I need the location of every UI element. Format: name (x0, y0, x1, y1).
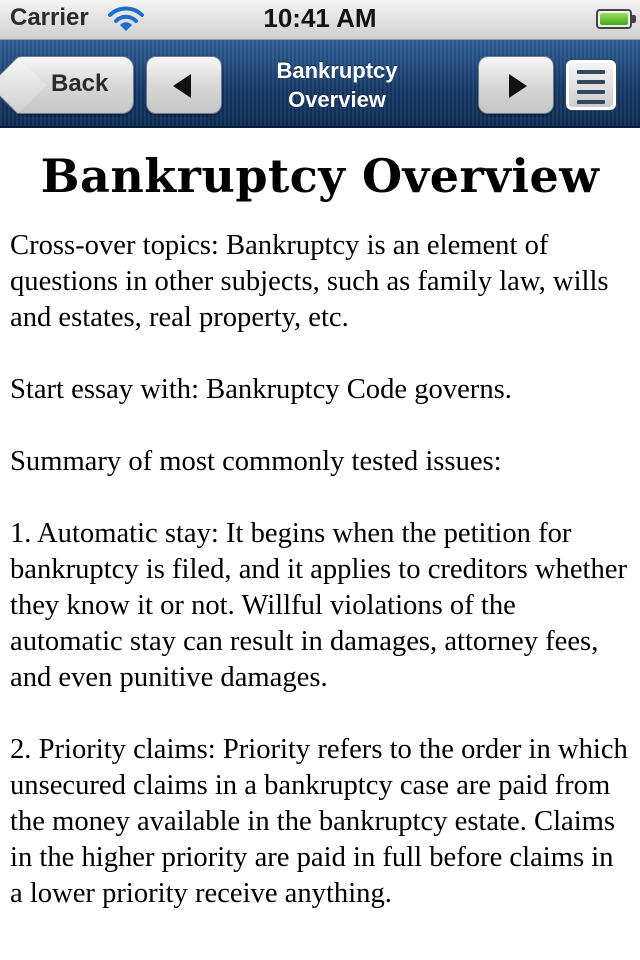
list-icon (566, 60, 616, 110)
paragraph-summary-heading: Summary of most commonly tested issues: (10, 446, 502, 477)
previous-topic-button[interactable] (146, 56, 222, 114)
triangle-right-icon (509, 74, 527, 98)
status-bar (0, 0, 640, 40)
nav-title (232, 56, 442, 114)
paragraph-start-essay: Start essay with: Bankruptcy Code governs. (10, 374, 512, 405)
battery-icon (596, 9, 632, 29)
article-content[interactable] (0, 128, 640, 960)
paragraph-crossover: Cross-over topics: Bankruptcy is an element of questions in other subjects, such as family law, wills and estates, real property, etc. (10, 230, 609, 333)
carrier-label: Carrier (10, 4, 89, 31)
back-button-label: Back (51, 70, 109, 97)
status-time: 10:41 AM (263, 3, 377, 33)
paragraph-priority-claims: 2. Priority claims: Priority refers to the order in which unsecured claims in a bankruptcy case are paid from the money available in the bankruptcy estate. Claims in the higher priority are paid in full before claims in a lower priority receive anything. (10, 734, 628, 909)
topic-list-button[interactable] (562, 58, 622, 114)
nav-title-line2: Overview (288, 87, 386, 112)
page-title: Bankruptcy Overview (40, 149, 600, 203)
next-topic-button[interactable] (478, 56, 554, 114)
nav-title-line1: Bankruptcy (276, 58, 398, 83)
back-button[interactable] (12, 56, 134, 114)
paragraph-automatic-stay: 1. Automatic stay: It begins when the petition for bankruptcy is filed, and it applies to creditors whether they know it or not. Willful violations of the automatic stay can result in damages, attorney fees, and even punitive damages. (10, 518, 627, 693)
navigation-bar (0, 40, 640, 128)
triangle-left-icon (173, 74, 191, 98)
